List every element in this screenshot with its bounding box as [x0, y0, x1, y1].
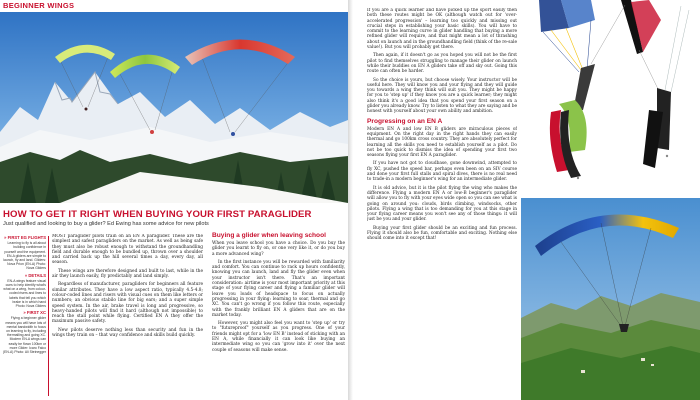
- sidebar-divider: [48, 236, 49, 396]
- right-page: [353, 0, 700, 400]
- section-label: BEGINNER WINGS: [3, 1, 75, 10]
- standfirst: Just qualified and looking to buy a glider? Ed Ewing has some advice for new pilots: [3, 221, 209, 227]
- paragraph: These wings are therefore designed and built to last, while in the air they launch easily, fly predictably and land simply.: [52, 268, 203, 280]
- paragraph: It is old advice, but it is the pilot flying the wing who makes the difference. Flying a modern EN A or low-B beginner's paraglider will allow you to fly with your eyes wide open so you can see what is going on around you: clouds, birds climbing, windsocks, other pilots. Flying a wing that is too demanding for you at this stage in your flying career means you won't see any of those things: it will just be you and your glider.: [367, 185, 517, 223]
- paragraph: New pilots deserve nothing less than security and fun in the wings they train on – that way confidence and skills build quickly.: [52, 327, 203, 339]
- caption-first-flights: [2, 236, 46, 271]
- paragraph: Then again, if it doesn't go as you hoped you will not be the first pilot to find themselves struggling to manage their glider on launch while their buddies on EN A gliders take off and sky out. Going this route can often be harder.: [367, 53, 517, 75]
- paragraph: MOST paraglider pilots train on an EN A paraglider. These are the simplest and safest paragliders on the market. As well as being safe they must also be robust enough to withstand the groundhandling field and durable enough to be bundled up, thrown over a shoulder and carried back up the hill several times a day, every day, all season.: [52, 234, 203, 266]
- paragraph: So the choice is yours, but choose wisely. Your instructor will be useful here. They will know you and your flying and they will guide you towards a wing they think will suit you. They might be happy for you to 'step up' if they know you are a quick learner; they might also think it's a good idea that you spend your first season on a glider you already know. Try to listen to what they are saying and be honest with yourself about your own ability and ambition.: [367, 77, 517, 115]
- subheading: Buying a glider when leaving school: [212, 232, 326, 239]
- paragraph: Regardless of manufacturer, paragliders for beginners all feature similar attributes. They have a low aspect ratio, typically 4.5-4.8; colour-coded lines and risers with visual cues on them like letters or numbers; an obvious stabilo line for big ears; and a super simple speed system. In the air, brake travel is long and progressive, so heavy-handed pilots will find it hard (although not impossible) to reach the stall point while flying. Certified EN A they offer the maximum passive safety.: [52, 282, 203, 325]
- column-3: [367, 8, 517, 398]
- caption-label: » DETAILS: [24, 272, 46, 278]
- paragraph: If you are a quick learner and have picked up the sport easily then both these routes might be OK (although watch out for 'over-accelerated progression' – learning too quickly and missing out crucial steps in establishing your basic skills). You will have to commit to the learning curve in glider handling that buying a more refined glider will require, and that might mean a lot of thrashing about on launch and in the groundhandling field (think of the re-sale value!). But you will probably get there.: [367, 8, 517, 51]
- caption-label: » FIRST EG FLIGHTS: [4, 236, 46, 240]
- caption-text: Learning to fly is all about building confidence in yourself and the equipment. EN-A gliders are simple to launch, fly and land. Gliders: Nova Prion (EN-A) Photo: Nova Gliders: [3, 241, 46, 271]
- caption-first-xc: [2, 311, 46, 354]
- paragraph: When you leave school you have a choice. Do you buy the glider you learnt to fly on, or one very like it, or do you buy a more advanced wing?: [212, 241, 345, 257]
- column-2: [212, 232, 345, 398]
- paragraph: Modern EN A and low EN B gliders are miraculous pieces of equipment. On the right day in the right hands they can easily thermal and go 100km cross country. They are absolutely perfect for learning all the skills you need to establish yourself as a pilot. Do not be too quick to dismiss the idea of spending your first two seasons flying your first EN A paraglider.: [367, 126, 517, 159]
- paragraph: If you have not got to cloudbase, gone downwind, attempted to fly XC, pushed the speed bar, perhaps even been on an SIV course and done your first full stalls and spiral dives, there is no real need to trade-in a modern beginner's wing for an intermediate glider.: [367, 161, 517, 183]
- glider-landscape-photo: [521, 198, 700, 400]
- caption-text: EN-A wings feature visual cues to help identify what's what on a wing, from colour-coded risers and lines to labels that tell you which brake is in which hand Photo: Nova Gliders: [3, 278, 46, 309]
- paragraph: In the first instance you will be rewarded with familiarity and comfort. You can continue to rack up hours confidently, knowing you can launch, land and fly the glider even when your instructor isn't there. That's an important consideration: airtime is your most important priority at this stage of your flying career and flying a familiar glider will leave you loads of headspace to focus on actually progressing in your flying: learning to soar, thermal and go XC. You can't go wrong if you follow this route, especially with the frankly brilliant EN A gliders that are on the market today.: [212, 259, 345, 318]
- caption-label: » FIRST XC: [23, 310, 46, 316]
- sidebar-captions: [2, 236, 46, 396]
- column-1: [52, 234, 203, 398]
- hero-photo: [0, 12, 348, 203]
- paragraph: However, you might also feel you want to 'step up' or try to "futureproof" yourself as you progress. One of your friends might opt for a 'low EN B' instead of sticking with an EN A, while financially it can look like buying an intermediate wing so you can 'grow into it' over the next couple of seasons will make sense.: [212, 321, 345, 353]
- article-headline: HOW TO GET IT RIGHT WHEN BUYING YOUR FIRST PARAGLIDER: [3, 209, 312, 220]
- caption-text: Flying a beginner glider means you will have lots of mental bandwidth to focus on learning to fly, including thermalling and going XC. Modern EN-A wings can easily be flown 100km or more Glider: Icaro Falco (EN-A) Photo: Ali Steinegger: [3, 316, 46, 355]
- risers-photo: [521, 0, 700, 196]
- caption-details: [2, 274, 46, 309]
- paragraph: Buying your first glider should be an exciting and fun process. Flying it should also be fun, comfortable and exciting. Nothing else should come into it except that!: [367, 225, 517, 242]
- left-page: [0, 0, 348, 400]
- subheading: Progressing on an EN A: [367, 117, 443, 125]
